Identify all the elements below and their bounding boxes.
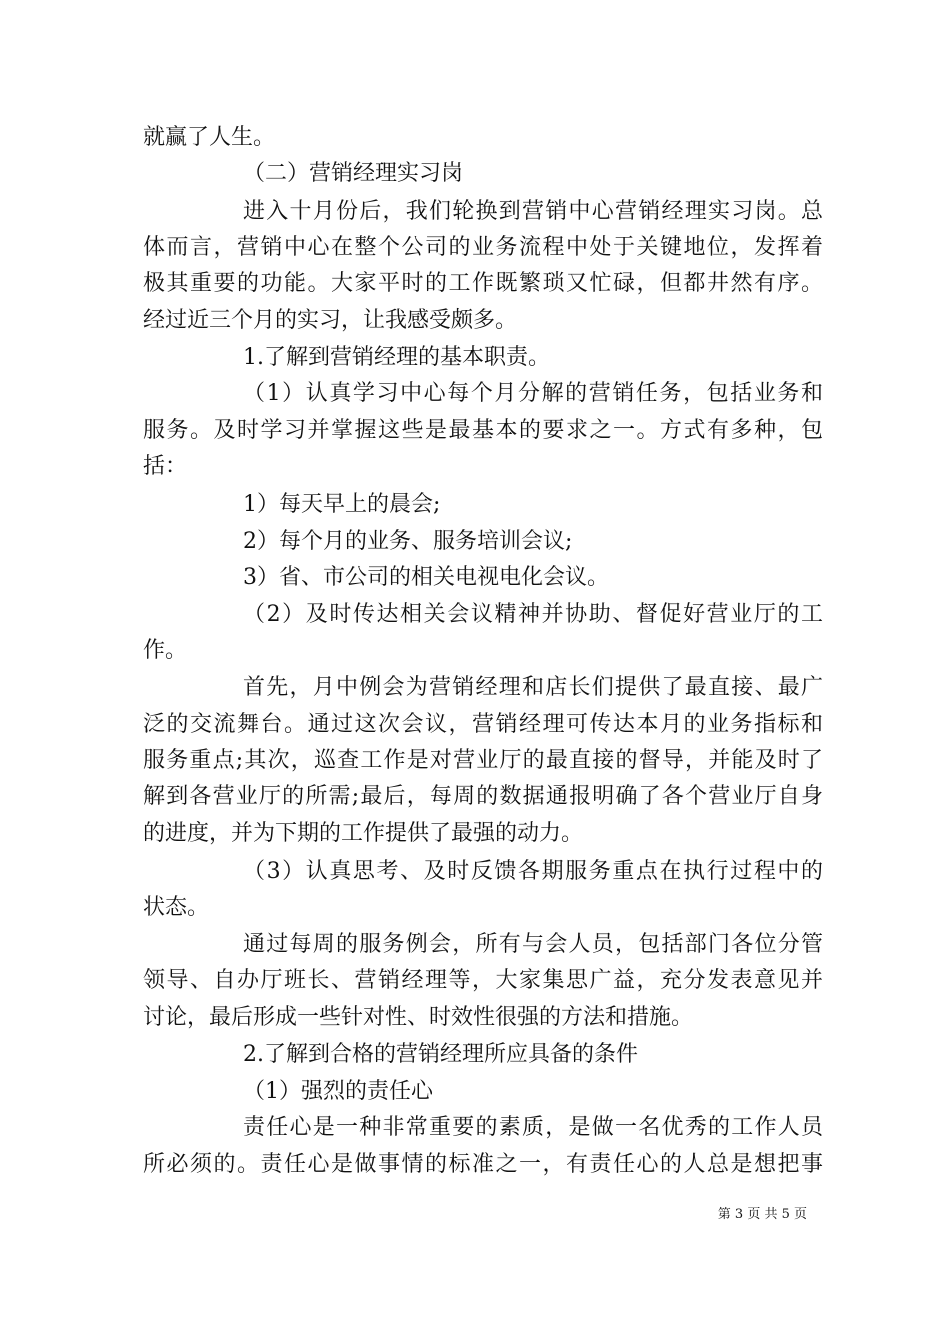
text-line: 括：: [143, 454, 188, 479]
text-line: 解到各营业厅的所需;最后，每周的数据通报明确了各个营业厅自身: [143, 784, 823, 809]
text-line: 的进度，并为下期的工作提供了最强的动力。: [143, 821, 584, 846]
subsection-heading: （1）强烈的责任心: [243, 1079, 433, 1104]
subsection-heading: 2.了解到合格的营销经理所应具备的条件: [243, 1042, 638, 1067]
text-line: 状态。: [143, 895, 210, 920]
text-line: 体而言，营销中心在整个公司的业务流程中处于关键地位，发挥着: [143, 235, 823, 260]
text-line: 就赢了人生。: [143, 125, 276, 150]
text-line: 首先，月中例会为营销经理和店长们提供了最直接、最广: [243, 675, 823, 700]
text-line: 泛的交流舞台。通过这次会议，营销经理可传达本月的业务指标和: [143, 712, 823, 737]
section-heading: （二）营销经理实习岗: [243, 161, 464, 186]
text-line: 讨论，最后形成一些针对性、时效性很强的方法和措施。: [143, 1005, 694, 1030]
text-line: 作。: [143, 638, 188, 663]
text-line: 领导、自办厅班长、营销经理等，大家集思广益，充分发表意见并: [143, 968, 823, 993]
text-line: 通过每周的服务例会，所有与会人员，包括部门各位分管: [243, 932, 823, 957]
text-line: 服务重点;其次，巡查工作是对营业厅的最直接的督导，并能及时了: [143, 748, 823, 773]
text-line: 极其重要的功能。大家平时的工作既繁琐又忙碌，但都井然有序。: [143, 271, 823, 296]
page-number: 第 3 页 共 5 页: [717, 1207, 807, 1222]
list-item: 3）省、市公司的相关电视电化会议。: [243, 565, 609, 590]
list-item: 2）每个月的业务、服务培训会议;: [243, 529, 573, 554]
text-line: 责任心是一种非常重要的素质，是做一名优秀的工作人员: [243, 1115, 823, 1140]
text-line: 所必须的。责任心是做事情的标准之一，有责任心的人总是想把事: [143, 1152, 823, 1177]
text-line: （1）认真学习中心每个月分解的营销任务，包括业务和: [243, 381, 823, 406]
text-line: 服务。及时学习并掌握这些是最基本的要求之一。方式有多种，包: [143, 418, 823, 443]
text-line: （3）认真思考、及时反馈各期服务重点在执行过程中的: [243, 859, 823, 884]
list-item: 1）每天早上的晨会;: [243, 492, 441, 517]
subsection-heading: 1.了解到营销经理的基本职责。: [243, 345, 550, 370]
text-line: 经过近三个月的实习，让我感受颇多。: [143, 308, 518, 333]
text-line: 进入十月份后，我们轮换到营销中心营销经理实习岗。总: [243, 199, 823, 224]
text-line: （2）及时传达相关会议精神并协助、督促好营业厅的工: [243, 602, 823, 627]
